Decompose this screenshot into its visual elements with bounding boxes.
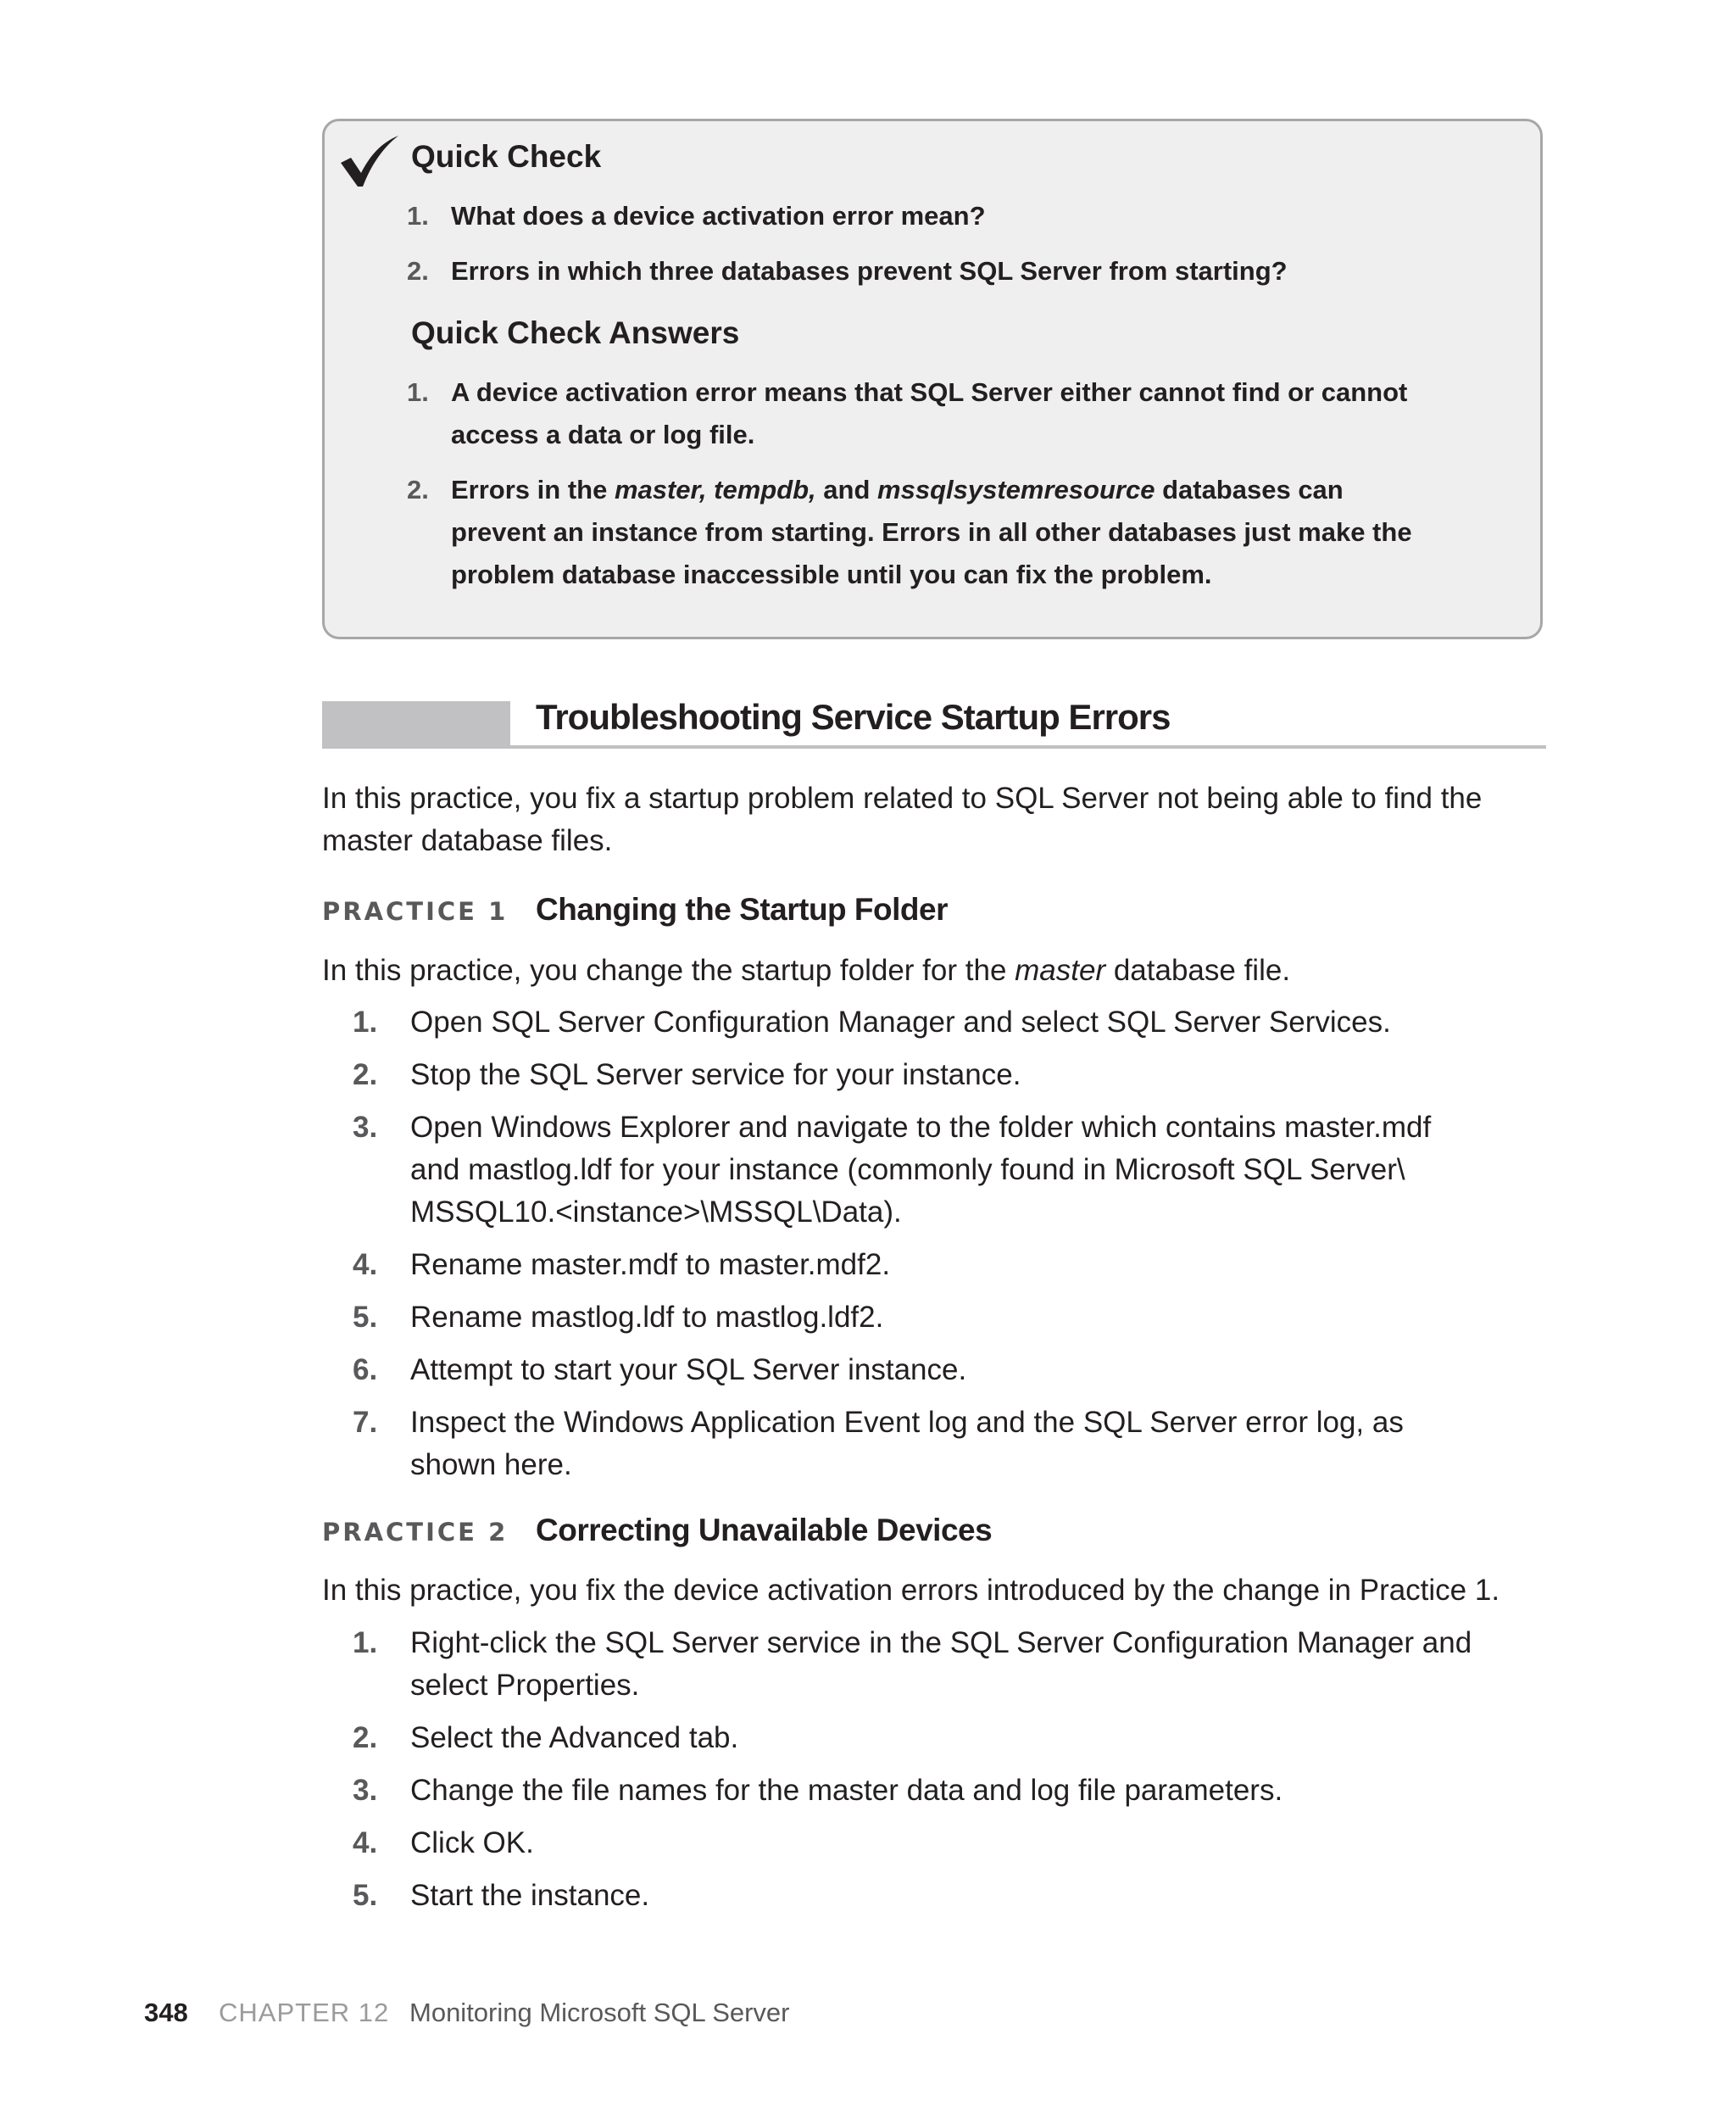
checkmark-icon xyxy=(339,134,400,190)
list-item: 2. Stop the SQL Server service for your instance. xyxy=(353,1058,1021,1091)
list-item: 6. Attempt to start your SQL Server instance. xyxy=(353,1353,967,1386)
practice-title: Correcting Unavailable Devices xyxy=(536,1513,993,1547)
section-heading-rule xyxy=(322,745,1546,749)
list-item: 1. Right-click the SQL Server service in the SQL Server Configuration Manager and select Properties. xyxy=(353,1626,1472,1702)
quick-check-answers-title: Quick Check Answers xyxy=(411,315,740,350)
practice-label: PRACTICE 2 xyxy=(322,1518,509,1547)
chapter-title: Monitoring Microsoft SQL Server xyxy=(409,1998,790,2027)
practice-intro: In this practice, you change the startup folder for the master database file. xyxy=(322,954,1291,987)
list-item: 7. Inspect the Windows Application Event log and the SQL Server error log, as shown here. xyxy=(353,1406,1404,1481)
list-item: 5. Start the instance. xyxy=(353,1879,650,1912)
section-heading-bar xyxy=(322,701,510,749)
list-item: 2. Select the Advanced tab. xyxy=(353,1721,739,1754)
list-item: 1. Open SQL Server Configuration Manager and select SQL Server Services. xyxy=(353,1006,1391,1039)
quick-check-question: 2. Errors in which three databases prevent SQL Server from starting? xyxy=(407,256,1288,286)
quick-check-answer: 1. A device activation error means that SQL Server either cannot find or cannot access a data or log file. xyxy=(407,377,1408,449)
chapter-label: CHAPTER 12 xyxy=(219,1998,390,2027)
section-intro: In this practice, you fix a startup problem related to SQL Server not being able to find the master database files. xyxy=(322,782,1483,857)
list-item: 4. Rename master.mdf to master.mdf2. xyxy=(353,1248,891,1281)
list-item: 5. Rename mastlog.ldf to mastlog.ldf2. xyxy=(353,1301,884,1334)
list-item: 3. Open Windows Explorer and navigate to the folder which contains master.mdf and mastlog.ldf for your instance (commonly found in Microsoft SQL Server\ MSSQL10.<instance>\MSSQL\Data). xyxy=(353,1111,1432,1229)
list-item: 3. Change the file names for the master data and log file parameters. xyxy=(353,1774,1283,1807)
quick-check-answer: 2. Errors in the master, tempdb, and mssqlsystemresource databases can prevent an instance from starting. Errors in all other databases just make the problem database inaccessible until you can fix the problem. xyxy=(407,475,1412,589)
list-item: 4. Click OK. xyxy=(353,1826,534,1859)
practice-label: PRACTICE 1 xyxy=(322,897,509,926)
practice-intro: In this practice, you fix the device activation errors introduced by the change in Practice 1. xyxy=(322,1574,1500,1607)
practice-title: Changing the Startup Folder xyxy=(536,892,948,927)
section-title: Troubleshooting Service Startup Errors xyxy=(536,697,1171,737)
quick-check-question: 1. What does a device activation error mean? xyxy=(407,201,986,231)
page-number: 348 xyxy=(144,1998,188,2027)
quick-check-title: Quick Check xyxy=(411,139,602,174)
